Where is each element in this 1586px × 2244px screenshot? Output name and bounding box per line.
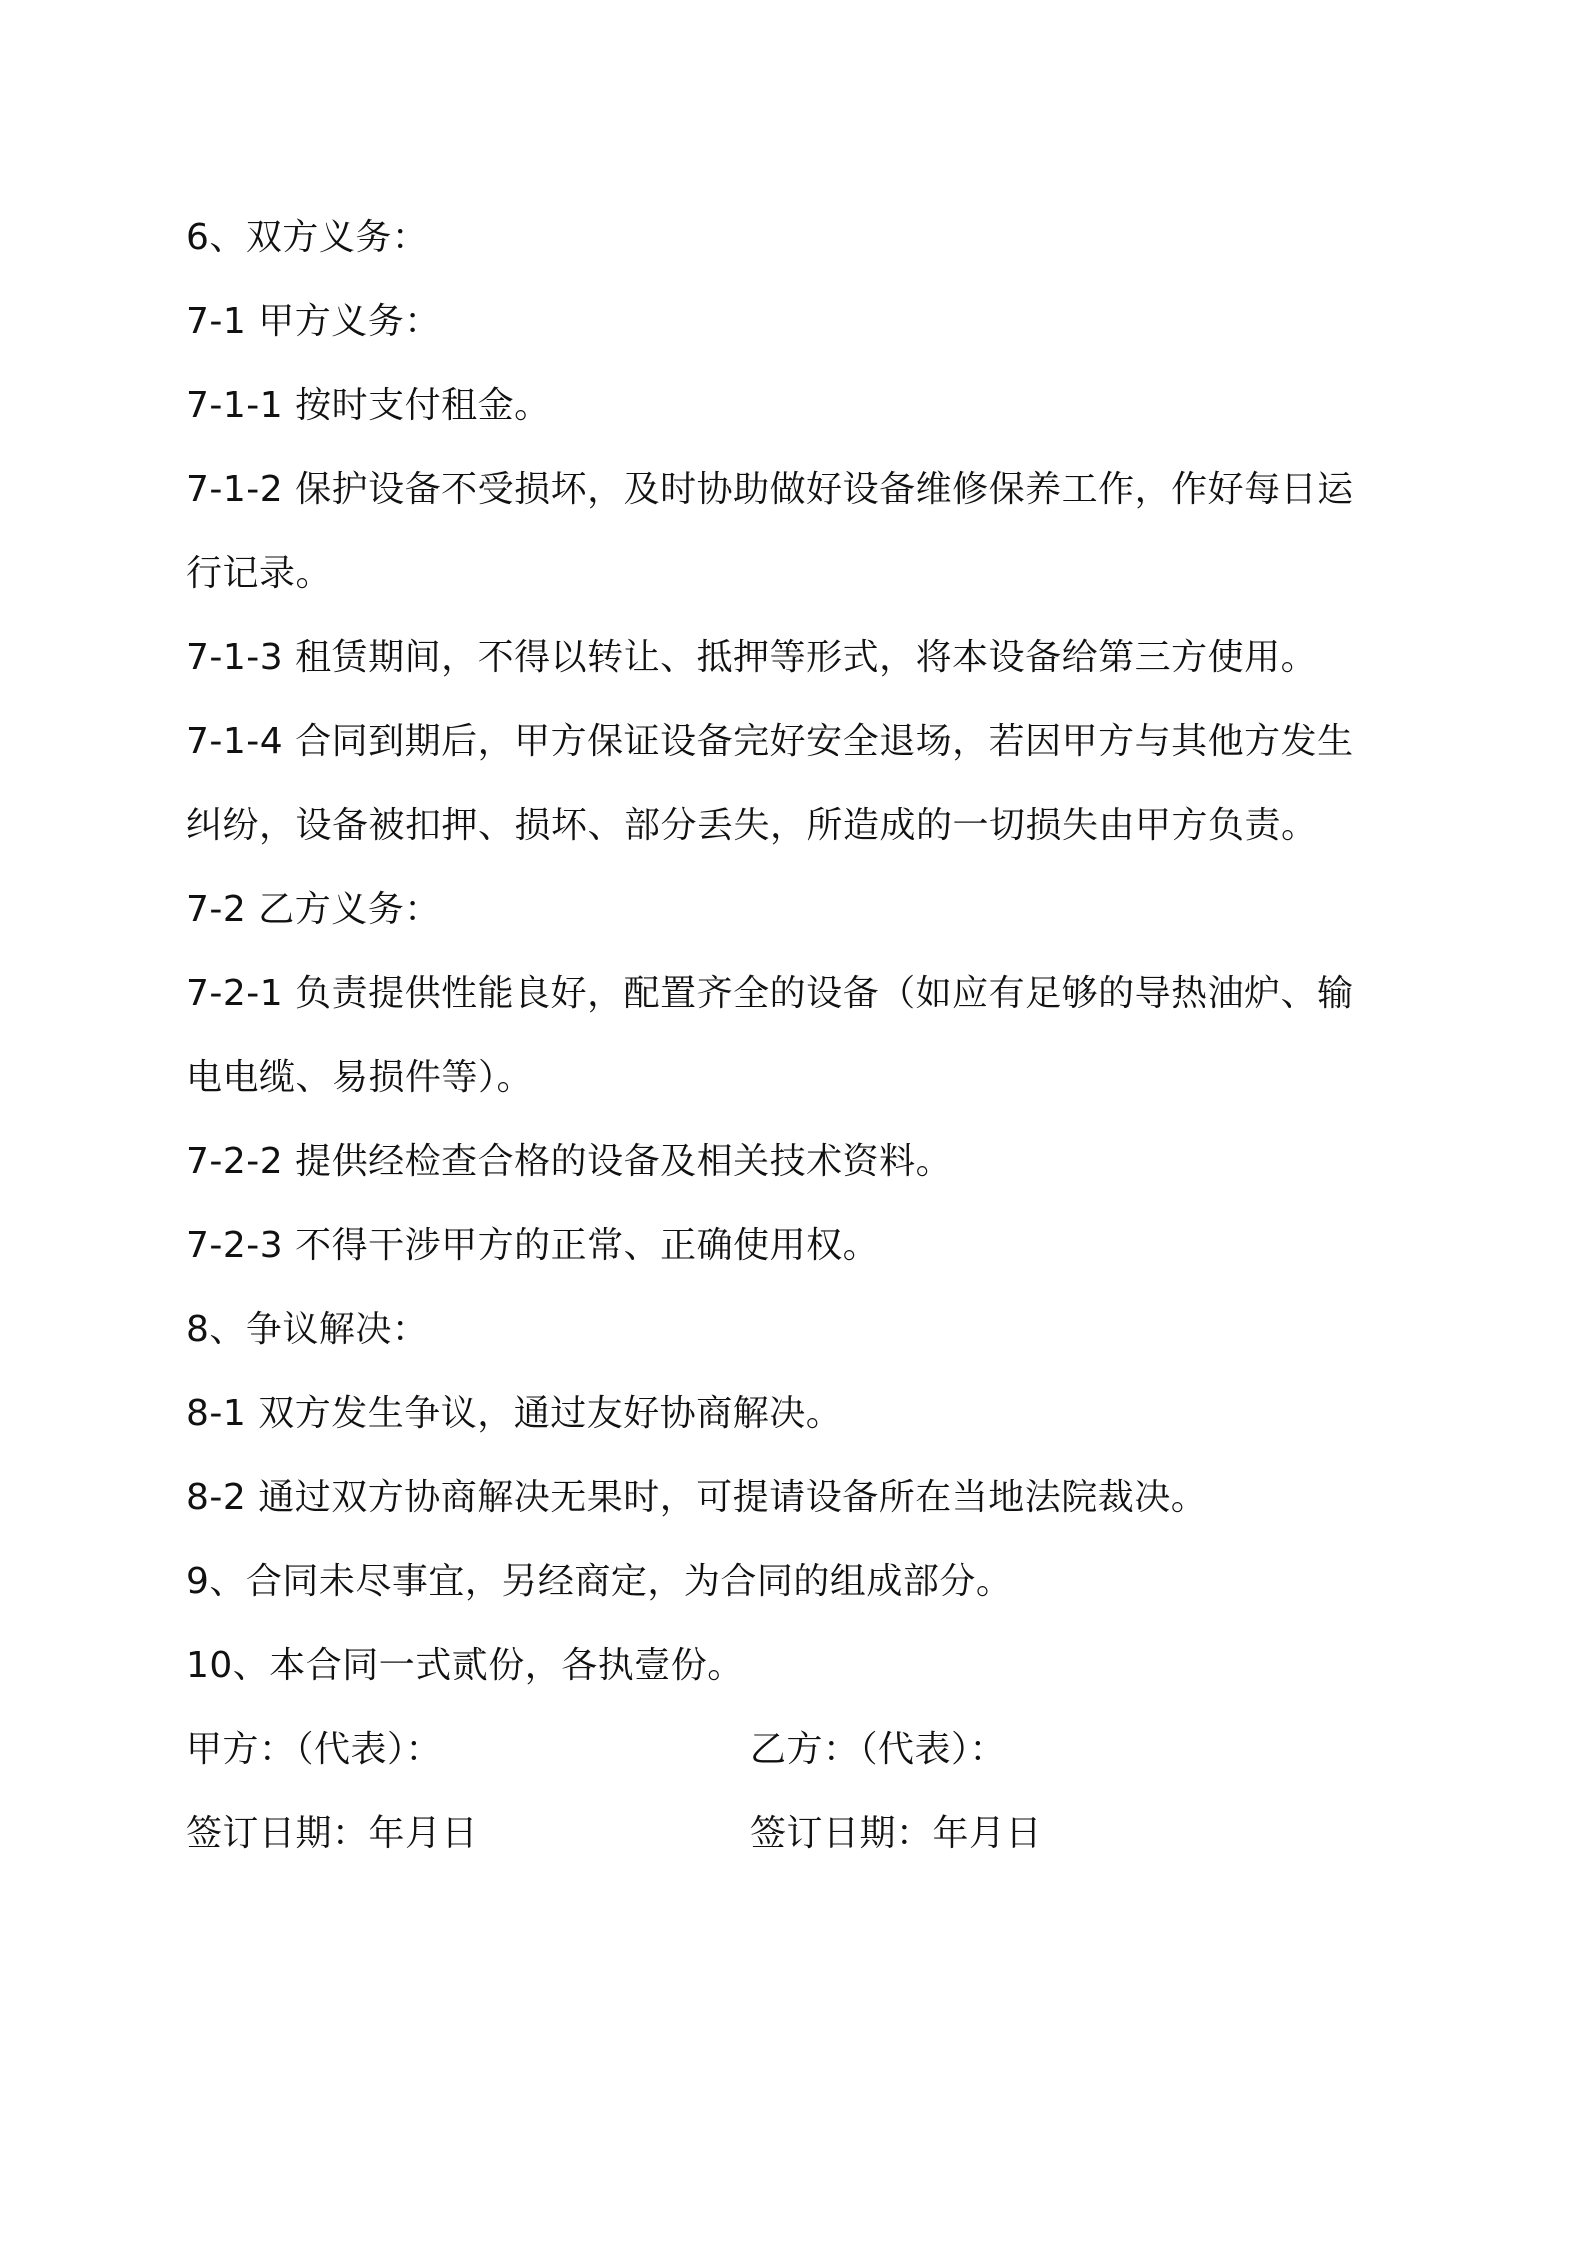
clause-8-1: 8-1 双方发生争议，通过友好协商解决。 bbox=[186, 1393, 843, 1434]
clause-7-2-2: 7-2-2 提供经检查合格的设备及相关技术资料。 bbox=[186, 1141, 953, 1182]
party-b-representative: 乙方：（代表）： bbox=[750, 1729, 1007, 1770]
clause-7-2-1-line2: 电电缆、易损件等）。 bbox=[186, 1057, 534, 1098]
clause-7-1-2-line2: 行记录。 bbox=[186, 553, 333, 594]
clause-7-1-1: 7-1-1 按时支付租金。 bbox=[186, 385, 551, 426]
party-a-signing-date: 签订日期：年月日 bbox=[186, 1813, 479, 1854]
clause-7-1-2-line1: 7-1-2 保护设备不受损坏，及时协助做好设备维修保养工作，作好每日运 bbox=[186, 469, 1354, 510]
clause-7-1-3: 7-1-3 租赁期间，不得以转让、抵押等形式，将本设备给第三方使用。 bbox=[186, 637, 1318, 678]
section-9: 9、合同未尽事宜，另经商定，为合同的组成部分。 bbox=[186, 1561, 1013, 1602]
representative-row bbox=[186, 1708, 1376, 1792]
signing-date-row bbox=[186, 1792, 1376, 1876]
section-10: 10、本合同一式贰份，各执壹份。 bbox=[186, 1645, 744, 1686]
contract-body bbox=[186, 196, 1376, 1876]
clause-7-2-1-line1: 7-2-1 负责提供性能良好，配置齐全的设备（如应有足够的导热油炉、输 bbox=[186, 973, 1354, 1014]
clause-7-2-heading: 7-2 乙方义务： bbox=[186, 889, 441, 930]
clause-7-1-4-line2: 纠纷，设备被扣押、损坏、部分丢失，所造成的一切损失由甲方负责。 bbox=[186, 805, 1318, 846]
clause-7-2-3: 7-2-3 不得干涉甲方的正常、正确使用权。 bbox=[186, 1225, 880, 1266]
clause-8-2: 8-2 通过双方协商解决无果时，可提请设备所在当地法院裁决。 bbox=[186, 1477, 1208, 1518]
section-8-heading: 8、争议解决： bbox=[186, 1309, 429, 1350]
section-6-heading: 6、双方义务： bbox=[186, 217, 429, 258]
clause-7-1-heading: 7-1 甲方义务： bbox=[186, 301, 441, 342]
party-b-signing-date: 签订日期：年月日 bbox=[750, 1813, 1043, 1854]
party-a-representative: 甲方：（代表）： bbox=[186, 1729, 443, 1770]
clause-7-1-4-line1: 7-1-4 合同到期后，甲方保证设备完好安全退场，若因甲方与其他方发生 bbox=[186, 721, 1354, 762]
